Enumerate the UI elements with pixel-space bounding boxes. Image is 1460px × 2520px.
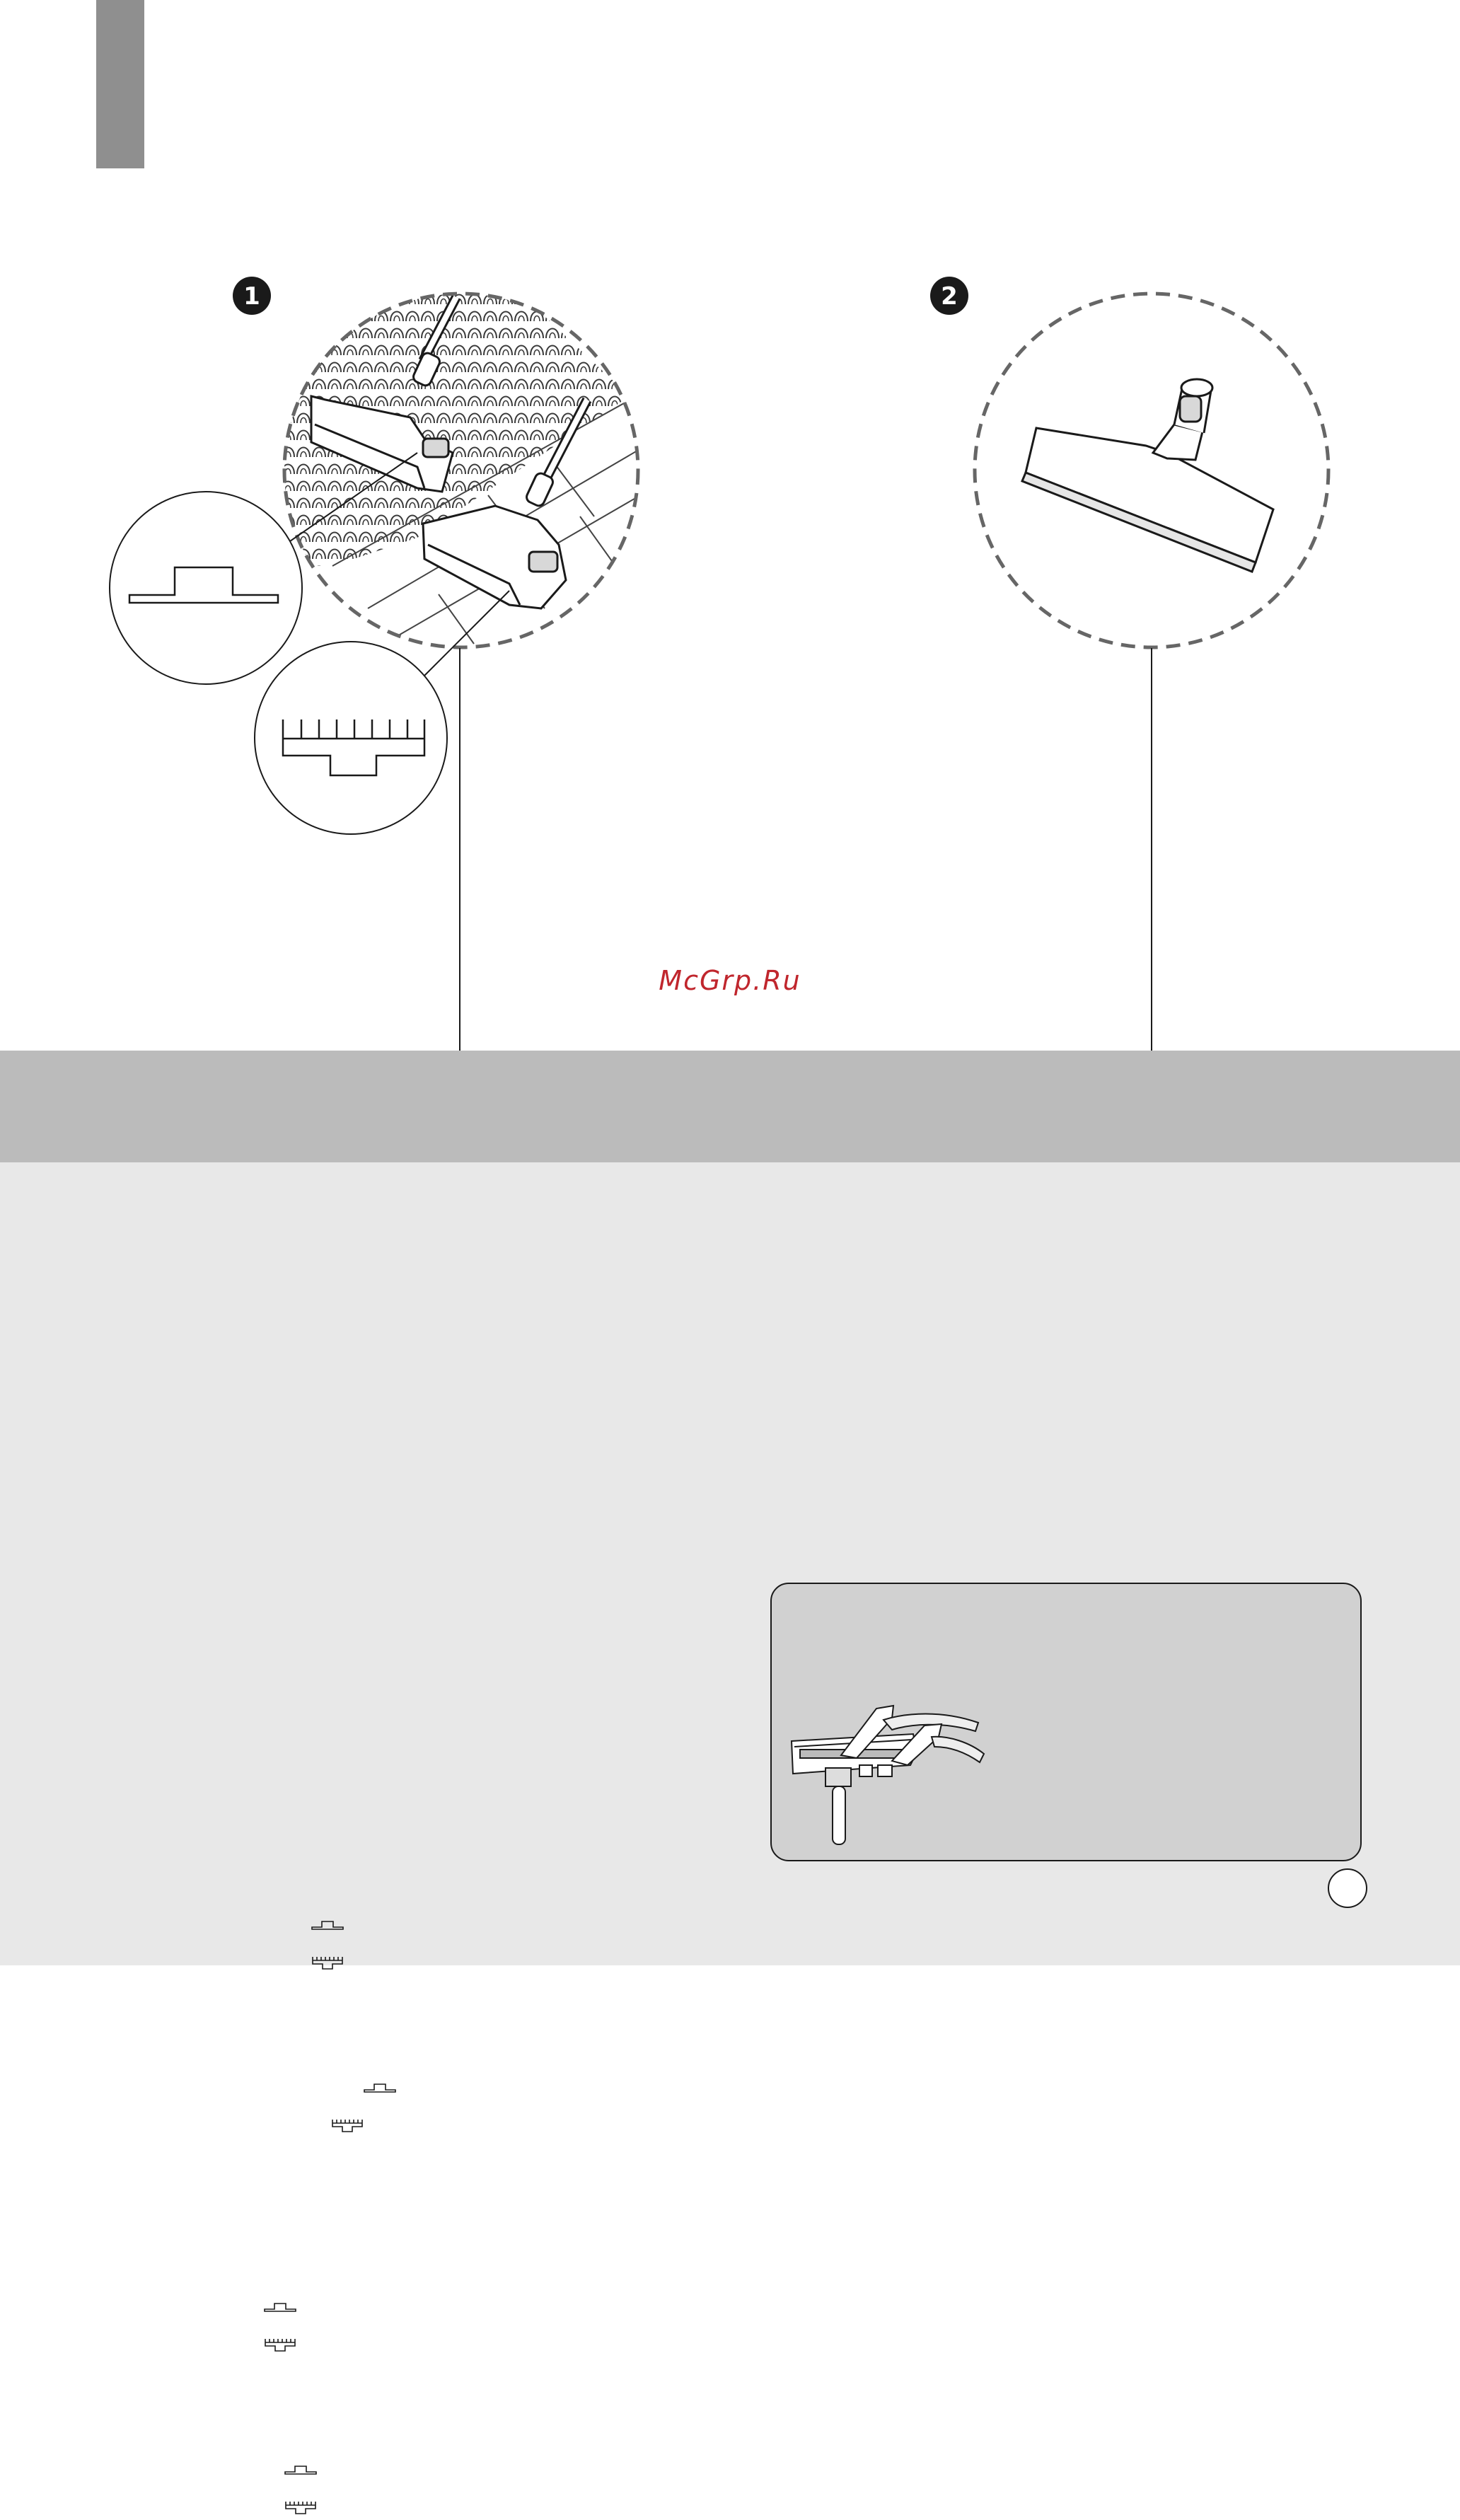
nozzle-storage-illustration	[786, 1697, 991, 1851]
brush-extended-icon	[263, 2336, 297, 2357]
brush-retracted-icon	[263, 2297, 297, 2318]
brush-extended-icon	[284, 2499, 318, 2520]
brush-retracted-icon	[363, 2078, 397, 2099]
step-2-number: 2	[941, 282, 958, 311]
watermark: McGrp.Ru	[659, 965, 801, 996]
brush-extended-icon	[330, 2117, 364, 2138]
step-1-number: 1	[243, 282, 260, 311]
step-1-badge	[233, 277, 271, 315]
nozzle-illustrations	[0, 0, 1460, 1051]
carpet-floor-scene	[269, 283, 665, 679]
brush-retracted-icon	[311, 1915, 344, 1936]
brush-retracted-icon	[284, 2460, 318, 2481]
page-number	[1328, 1868, 1367, 1908]
tip-box	[770, 1583, 1362, 1861]
step-2-badge	[930, 277, 968, 315]
section-header-band	[0, 1051, 1460, 1162]
instructions-area	[0, 1162, 1460, 1965]
brush-extended-icon	[311, 1954, 344, 1975]
